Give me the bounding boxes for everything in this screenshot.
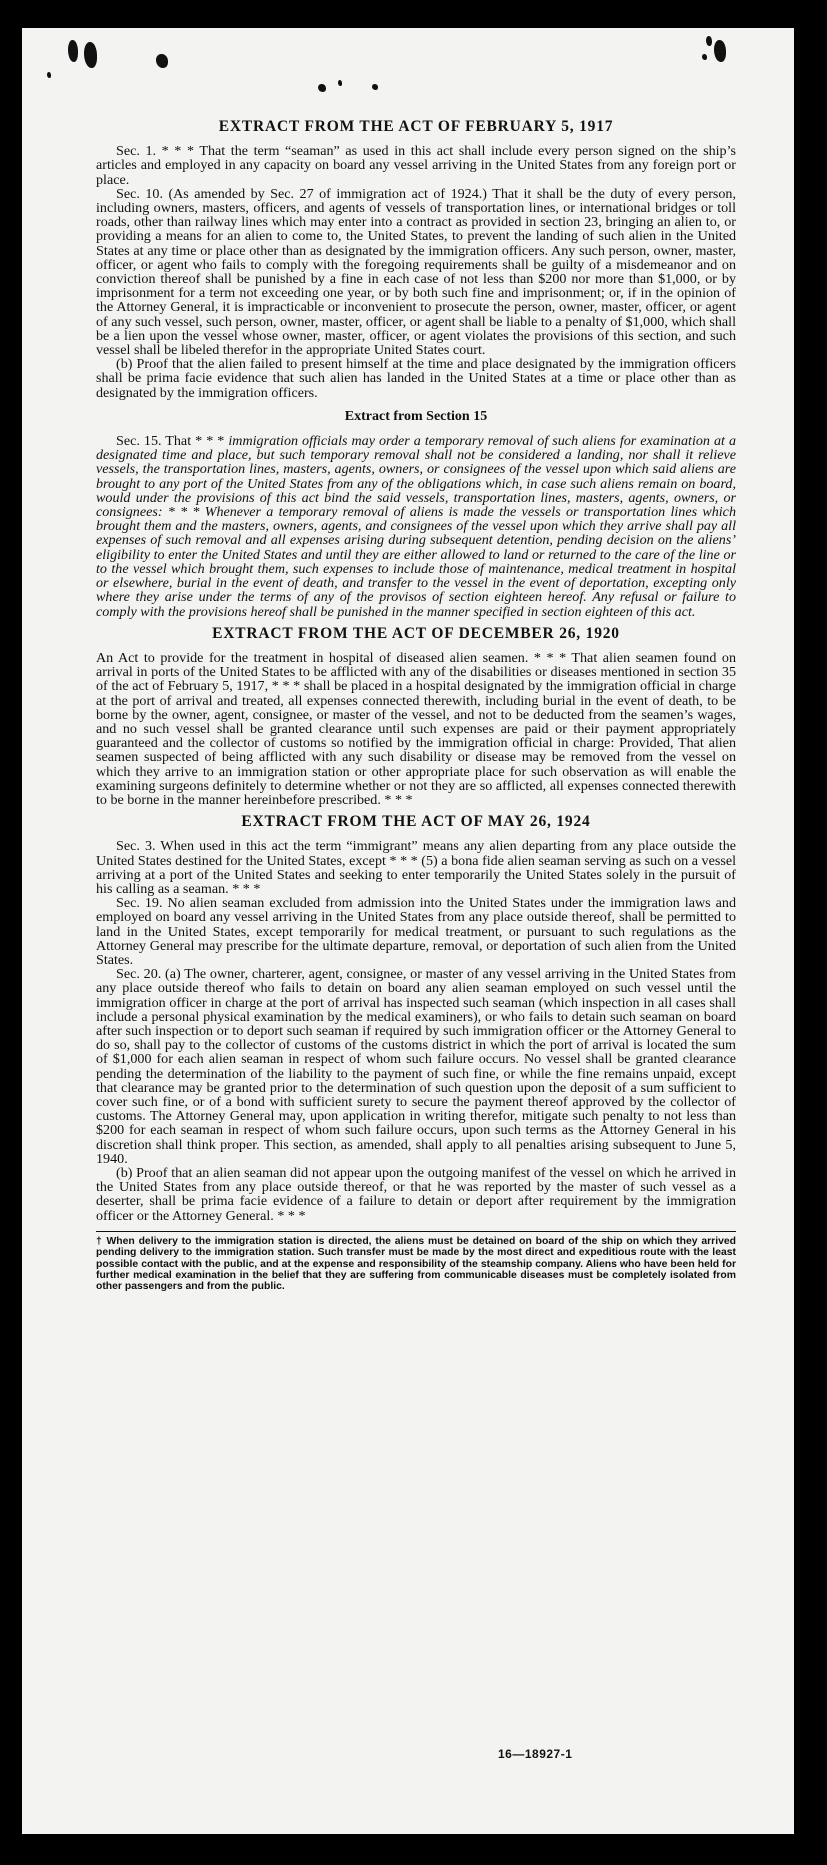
paragraph: (b) Proof that an alien seaman did not appear upon the outgoing manifest of the vessel on which he arrived in the United States from any place outside thereof, or that he was reported by the master of such vessel as a deserter, shall be prima facie evidence of a failure to detain or deport after requirement by the immigration officer or the Attorney General. * * * — [96, 1165, 736, 1224]
section-heading: EXTRACT FROM THE ACT OF FEBRUARY 5, 1917 — [218, 118, 614, 135]
scan-blot — [702, 54, 707, 60]
section-heading: EXTRACT FROM THE ACT OF MAY 26, 1924 — [241, 813, 591, 831]
scan-blot — [47, 72, 51, 78]
paragraph: Sec. 3. When used in this act the term “immigrant” means any alien departing from any place outside the United States destined for the United States, except * * * (5) a bona fide alien seaman serving as such on a vessel arriving at a port of the United States and seeking to enter temporarily the United States solely in the pursuit of his calling as a seaman. * * * — [96, 838, 736, 897]
section-heading: EXTRACT FROM THE ACT OF DECEMBER 26, 1920 — [212, 624, 620, 642]
scan-blot — [714, 40, 726, 62]
scan-blot — [84, 42, 97, 68]
paragraph: Sec. 20. (a) The owner, charterer, agent, consignee, or master of any vessel arriving in the United States from any place outside thereof who fails to detain on board any alien seaman employed on such vessel until the immigration officer in charge at the port of arrival has inspected such seaman (which inspection in all cases shall include a personal physical examination by the medical examiners), or who fails to detain such seaman on board after such inspection or to deport such seaman if required by such immigration officer or the Attorney General to do so, shall pay to the collector of customs of the customs district in which the port of arrival is located the sum of $1,000 for each alien seaman in respect of whom such failure occurs. No vessel shall be granted clearance pending the determination of the liability to the payment of such fine, or while the fine remains unpaid, except that clearance may be granted prior to the determination of such question upon the deposit of a sum sufficient to cover such fine, or of a bond with sufficient surety to secure the payment thereof approved by the collector of customs. The Attorney General may, upon application in writing therefor, mitigate such penalty to not less than $200 for each seaman in respect of whom such failure occurs, upon such terms as the Attorney General in his discretion shall think proper. This section, as amended, shall apply to all penalties arising subsequent to June 5, 1940. — [96, 966, 736, 1167]
section-prefix: Sec. 15. That * * * — [116, 433, 229, 450]
footnote-divider — [96, 1231, 736, 1232]
document-body — [96, 120, 736, 1293]
document-number: 16—18927-1 — [498, 1747, 573, 1761]
paragraph: Sec. 10. (As amended by Sec. 27 of immigration act of 1924.) That it shall be the duty of every person, including owners, masters, officers, and agents of vessels of transportation lines, or international bridges or toll roads, other than railway lines which may enter into a contract as provided in section 23, bringing an alien to, or providing a means for an alien to come to, the United States, to prevent the landing of such alien in the United States at any time or place other than as designated by the immigration officers. Any such person, owner, master, officer, or agent who fails to comply with the foregoing requirements shall be guilty of a misdemeanor and on conviction thereof shall be punished by a fine in each case of not less than $200 nor more than $1,000, or by imprisonment for a term not exceeding one year, or by both such fine and imprisonment; or, if in the opinion of the Attorney General, it is impracticable or inconvenient to prosecute the person, owner, master, officer, or agent of any such vessel, such person, owner, master, officer, or agent shall be liable to a penalty of $1,000, which shall be a lien upon the vessel whose owner, master, officer, or agent violates the provisions of this section, and such vessel shall be libeled therefor in the appropriate United States court. — [96, 185, 736, 359]
paragraph: Sec. 1. * * * That the term “seaman” as used in this act shall include every person signed on the ship’s articles and employed in any capacity on board any vessel arriving in the United States from any foreign port or place. — [96, 143, 736, 188]
scan-blot — [68, 40, 78, 62]
italic-paragraph — [96, 434, 736, 619]
scan-blot — [318, 84, 326, 92]
footnote: † When delivery to the immigration station is directed, the aliens must be detained on board of the ship on which they arrived pending delivery to the immigration station. Such transfer must be made by the most direct and expeditious route with the least possible contact with the public, and at the expense and responsibility of the steamship company. Aliens who have been held for further medical examination in the belief that they are suffering from communicable diseases must be completely isolated from other passengers and from the public. — [96, 1235, 736, 1293]
scan-blot — [372, 84, 378, 90]
section-subheading: Extract from Section 15 — [344, 408, 488, 424]
paragraph: An Act to provide for the treatment in hospital of diseased alien seamen. * * * That alien seamen found on arrival in ports of the United States to be afflicted with any of the disabilities or diseases mentioned in section 35 of the act of February 5, 1917, * * * shall be placed in a hospital designated by the immigration official in charge at the port of arrival and treated, all expenses connected therewith, including burial in the event of death, to be borne by the owner, agent, consignee, or master of the vessel, and not to be deducted from the seamen’s wages, and no such vessel shall be granted clearance until such expenses are paid or their payment appropriately guaranteed and the collector of customs so notified by the immigration official in charge: Provided, That alien seamen suspected of being afflicted with any such disability or disease may be removed from the vessel on which they arrive to an immigration station or other appropriate place for such observation as will enable the examining surgeons definitely to determine whether or not they are so afflicted, all expenses connected therewith to be borne in the manner hereinbefore prescribed. * * * — [96, 649, 736, 808]
paragraph: Sec. 19. No alien seaman excluded from admission into the United States under the immigration laws and employed on board any vessel arriving in the United States from any place outside thereof, shall be permitted to land in the United States, except temporarily for medical treatment, or pursuant to such regulations as the Attorney General may prescribe for the ultimate departure, removal, or deportation of such alien from the United States. — [96, 895, 736, 968]
scan-blot — [156, 54, 168, 68]
italic-text: immigration officials may order a temporary removal of such aliens for examination at a designated time and place, but such temporary removal shall not be considered a landing, nor shall it relieve vessels, the transportation lines, masters, agents, owners, or consignees of the vessel upon which said aliens are brought to any port of the United States from any of the obligations which, in case such aliens remain on board, would under the provisions of this act bind the said vessels, transportation lines, masters, agents, owners, or consignees: * * * Whenever a temporary removal of aliens is made the vessels or transportation lines which brought them and the masters, owners, agents, and consignees of the vessel upon which they arrive shall pay all expenses of such removal and all expenses arising during subsequent detention, pending decision on the aliens’ eligibility to enter the United States and until they are either allowed to land or returned to the care of the line or to the vessel which brought them, such expenses to include those of maintenance, medical treatment in hospital or elsewhere, burial in the event of death, and transfer to the vessel in the event of deportation, excepting only where they arise under the terms of any of the provisos of section eighteen hereof. Any refusal or failure to comply with the provisions hereof shall be punished in the manner specified in section eighteen of this act. — [96, 433, 737, 620]
scan-blot — [706, 36, 712, 46]
scan-blot — [338, 80, 342, 86]
paragraph: (b) Proof that the alien failed to present himself at the time and place designated by the immigration officers shall be prima facie evidence that such alien has landed in the United States at a time or place other than as designated by the immigration officers. — [96, 356, 736, 401]
